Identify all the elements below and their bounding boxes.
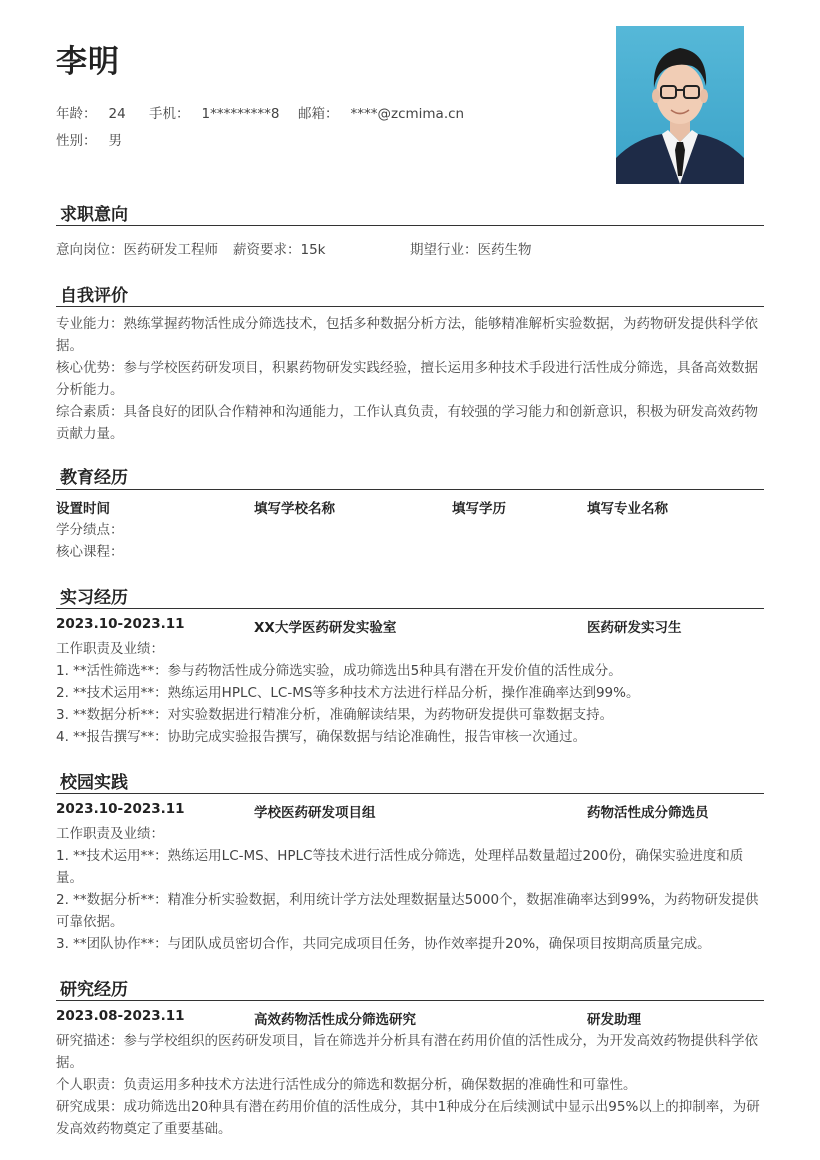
gender-field [56,129,122,149]
internship-details [56,638,764,748]
list-item: 4. **报告撰写**：协助完成实验报告撰写，确保数据与结论准确性，报告审核一次通过。 [56,729,587,745]
self-evaluation-line: 核心优势：参与学校医药研发项目，积累药物研发实践经验，擅长运用多种技术手段进行活性成分筛选，具备高效数据分析能力。 [56,360,758,398]
age-value: 24 [108,106,126,122]
duty-label: 工作职责及业绩： [56,641,164,657]
research-line: 研究描述：参与学校组织的医药研发项目，旨在筛选并分析具有潜在药用价值的活性成分，为开发高效药物提供科学依据。 [56,1033,758,1071]
research-date: 2023.08-2023.11 [56,1008,185,1024]
gender-value: 男 [108,133,122,149]
internship-org: XX大学医药研发实验室 [254,620,397,636]
section-divider [56,306,764,307]
research-role: 研发助理 [587,1012,641,1028]
job-salary: 薪资要求：15k [233,242,326,258]
education-header-row [56,497,764,519]
section-divider [56,1000,764,1001]
campus-details [56,823,764,955]
section-divider [56,225,764,226]
campus-date: 2023.10-2023.11 [56,801,185,817]
section-divider [56,608,764,609]
section-title-internship: 实习经历 [60,588,128,608]
section-title-research: 研究经历 [60,980,128,1000]
job-position: 意向岗位：医药研发工程师 [56,242,218,258]
section-title-education: 教育经历 [60,468,128,488]
campus-org: 学校医药研发项目组 [254,805,376,821]
self-evaluation-text [56,313,764,445]
gpa-label: 学分绩点： [56,522,124,538]
research-header-row [56,1008,764,1030]
list-item: 2. **技术运用**：熟练运用HPLC、LC-MS等多种技术方法进行样品分析，操作准确率达到99%。 [56,685,640,701]
phone-value: 1*********8 [201,106,280,122]
education-degree: 填写学历 [452,501,506,517]
courses-label: 核心课程： [56,544,124,560]
candidate-name: 李明 [56,44,120,80]
internship-date: 2023.10-2023.11 [56,616,185,632]
phone-label: 手机： [149,106,190,122]
email-value: ****@zcmima.cn [350,106,465,122]
age-field [56,102,126,122]
gender-label: 性别： [56,133,97,149]
list-item: 2. **数据分析**：精准分析实验数据，利用统计学方法处理数据量达5000个，数据准确率达到99%，为药物研发提供可靠依据。 [56,892,759,930]
campus-header-row [56,801,764,823]
portrait-illustration [616,26,744,184]
section-divider [56,793,764,794]
age-label: 年龄： [56,106,97,122]
self-evaluation-line: 专业能力：熟练掌握药物活性成分筛选技术，包括多种数据分析方法，能够精准解析实验数据，为药物研发提供科学依据。 [56,316,758,354]
section-divider [56,489,764,490]
duty-label: 工作职责及业绩： [56,826,164,842]
education-details [56,519,764,563]
phone-field [149,102,279,122]
list-item: 3. **团队协作**：与团队成员密切合作，共同完成项目任务，协作效率提升20%，确保项目按期高质量完成。 [56,936,711,952]
section-title-campus: 校园实践 [60,773,128,793]
section-title-job-intention: 求职意向 [60,205,128,225]
internship-header-row [56,616,764,638]
email-label: 邮箱： [298,106,339,122]
education-major: 填写专业名称 [587,501,668,517]
list-item: 3. **数据分析**：对实验数据进行精准分析，准确解读结果，为药物研发提供可靠数据支持。 [56,707,614,723]
job-industry: 期望行业：医药生物 [410,242,532,258]
self-evaluation-line: 综合素质：具备良好的团队合作精神和沟通能力，工作认真负责，有较强的学习能力和创新意识，积极为研发高效药物贡献力量。 [56,404,758,442]
research-details [56,1030,764,1140]
campus-role: 药物活性成分筛选员 [587,805,709,821]
research-project: 高效药物活性成分筛选研究 [254,1012,416,1028]
profile-photo [616,26,744,184]
section-title-self-evaluation: 自我评价 [60,286,128,306]
email-field [298,102,464,122]
internship-role: 医药研发实习生 [587,620,682,636]
research-line: 个人职责：负责运用多种技术方法进行活性成分的筛选和数据分析，确保数据的准确性和可靠性。 [56,1077,637,1093]
list-item: 1. **技术运用**：熟练运用LC-MS、HPLC等技术进行活性成分筛选，处理样品数量超过200份，确保实验进度和质量。 [56,848,744,886]
education-time: 设置时间 [56,501,110,517]
education-school: 填写学校名称 [254,501,335,517]
list-item: 1. **活性筛选**：参与药物活性成分筛选实验，成功筛选出5种具有潜在开发价值的活性成分。 [56,663,622,679]
research-line: 研究成果：成功筛选出20种具有潜在药用价值的活性成分，其中1种成分在后续测试中显示出95%以上的抑制率，为研发高效药物奠定了重要基础。 [56,1099,760,1137]
